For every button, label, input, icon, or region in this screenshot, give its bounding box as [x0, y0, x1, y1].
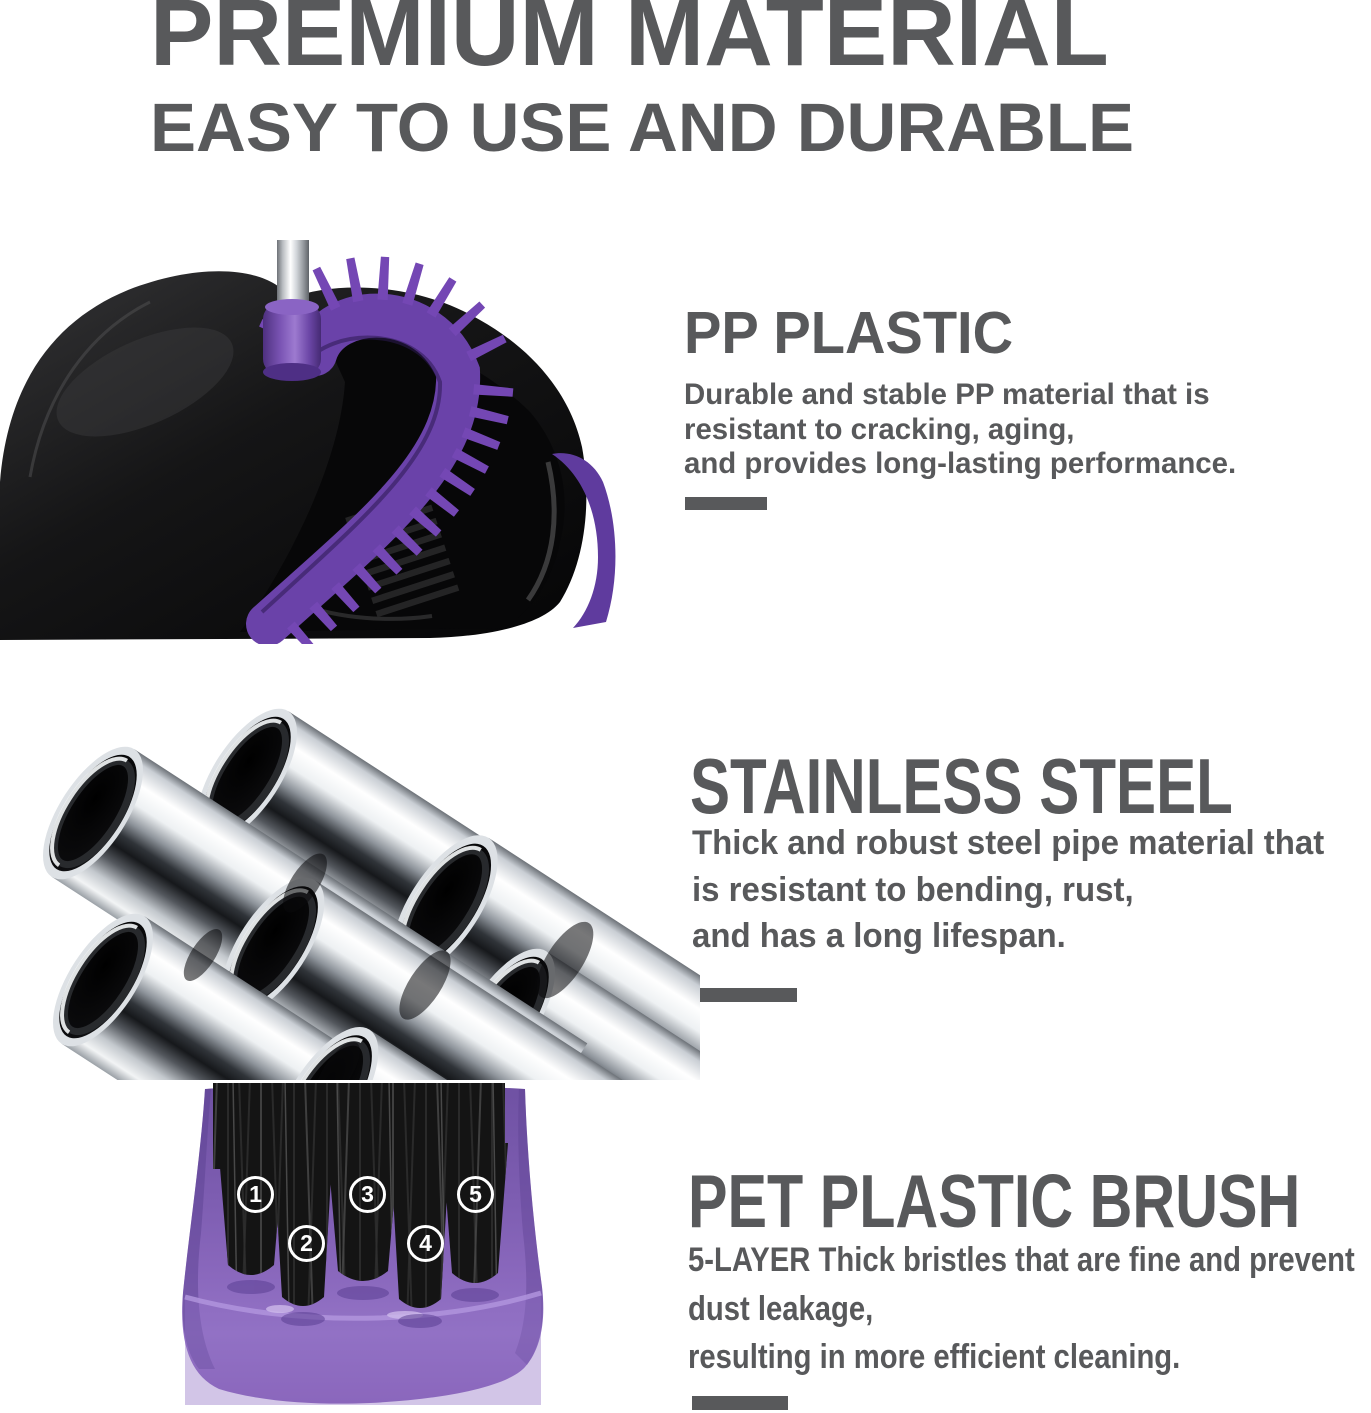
layer-badge-1: 1 [237, 1176, 274, 1213]
section-body-pp-plastic [684, 378, 1247, 482]
layer-badge-3: 3 [349, 1176, 386, 1213]
dustpan-photo [0, 232, 660, 644]
body-line: dust leakage, [688, 1289, 874, 1328]
page-title-text: PREMIUM MATERIAL [150, 0, 1109, 86]
body-line: and has a long lifespan. [692, 917, 1066, 955]
section-body-pet-plastic-brush [688, 1236, 1371, 1382]
body-line: 5-LAYER Thick bristles that are fine and prevent [688, 1241, 1355, 1279]
pole-collar [263, 299, 321, 381]
divider-bar [692, 1396, 788, 1410]
section-body-stainless-steel [692, 820, 1344, 960]
body-line: Thick and robust steel pipe material that [692, 824, 1325, 862]
body-line: and provides long-lasting performance. [684, 447, 1237, 480]
divider-bar [700, 988, 797, 1002]
pipe-bundle [24, 693, 700, 1080]
steel-pipes-photo [5, 655, 700, 1080]
steel-pipes-illustration [5, 655, 700, 1080]
divider-bar [685, 497, 767, 510]
layer-badge-2: 2 [288, 1225, 325, 1262]
section-heading-stainless-steel: STAINLESS STEEL [690, 742, 1233, 830]
body-line: resistant to cracking, aging, [684, 412, 1075, 446]
layer-badge-4: 4 [407, 1225, 444, 1262]
brush-head-illustration [175, 1083, 555, 1405]
section-heading-pp-plastic: PP PLASTIC [684, 300, 1014, 366]
layer-badge-5: 5 [457, 1176, 494, 1213]
page-title [150, 0, 1109, 86]
section-heading-pet-plastic-brush: PET PLASTIC BRUSH [688, 1159, 1301, 1243]
body-line: Durable and stable PP material that is [684, 378, 1210, 411]
page-subtitle-text: EASY TO USE AND DURABLE [150, 89, 1135, 166]
brush-head-photo [175, 1083, 555, 1405]
body-line: resulting in more efficient cleaning. [688, 1338, 1181, 1376]
body-line: is resistant to bending, rust, [692, 870, 1134, 909]
dustpan-illustration [0, 232, 660, 644]
page-subtitle [150, 89, 1135, 166]
